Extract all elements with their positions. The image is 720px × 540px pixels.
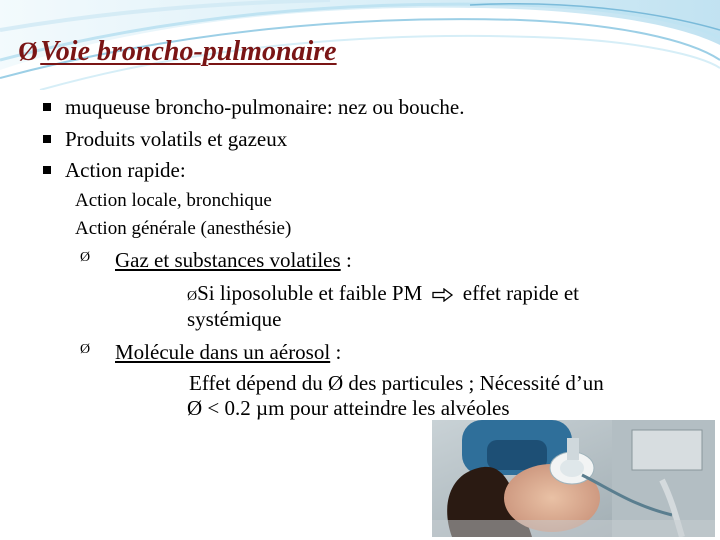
sub-line: Action générale (anesthésie) [75, 218, 292, 239]
square-bullet-icon [43, 135, 51, 143]
bullet-text: Action rapide: [65, 158, 186, 182]
gaz-detail-text-b: effet rapide et [462, 281, 579, 305]
gaz-detail-line2: systémique [187, 307, 282, 331]
gaz-label: Gaz et substances volatiles [115, 248, 341, 272]
hollow-right-arrow-icon [432, 288, 454, 302]
bullet-text: muqueuse broncho-pulmonaire: nez ou bouche. [65, 95, 465, 119]
slide-title-text: Voie broncho-pulmonaire [40, 36, 337, 67]
arrow-bullet-icon: Ø [187, 289, 198, 304]
square-bullet-icon [43, 166, 51, 174]
square-bullet-icon [43, 103, 51, 111]
arrow-bullet-icon: Ø [80, 342, 91, 357]
title-arrow-icon: Ø [18, 37, 39, 66]
bullet-text: Produits volatils et gazeux [65, 127, 288, 151]
aerosol-detail-line1: Effet dépend du Ø des particules ; Nécessité d’un [189, 371, 604, 395]
aerosol-suffix: : [330, 340, 342, 364]
gaz-detail-line1 [187, 281, 579, 306]
gaz-detail-text-a: Si liposoluble et faible PM [197, 281, 423, 305]
sub-line: Action locale, bronchique [75, 190, 272, 211]
gaz-suffix: : [340, 248, 352, 272]
aerosol-label: Molécule dans un aérosol [115, 340, 331, 364]
arrow-bullet-icon: Ø [80, 250, 91, 265]
anesthesia-photo [432, 420, 715, 537]
aerosol-detail-line2: Ø < 0.2 µm pour atteindre les alvéoles [187, 396, 510, 420]
